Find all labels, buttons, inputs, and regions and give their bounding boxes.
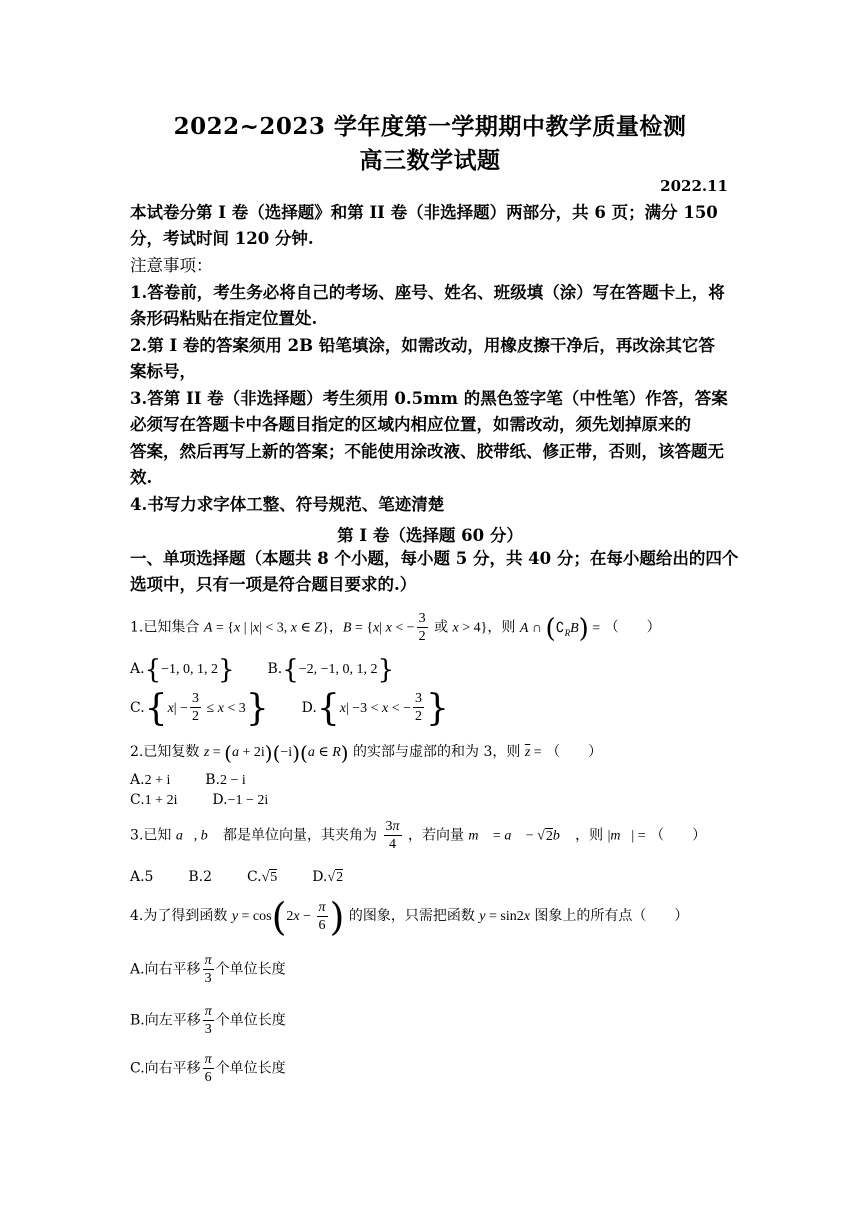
part-heading-line-2: 选项中，只有一项是符合题目要求的.） — [130, 575, 417, 594]
volume-title: 第 I 卷（选择题 60 分） — [337, 526, 523, 545]
notice-3-line-3: 答案，然后再写上新的答案；不能使用涂改液、胶带纸、修正带，否则，该答题无 — [130, 442, 724, 461]
question-2-options-cd — [130, 792, 268, 809]
exam-title: 2022~2023 学年度第一学期期中教学质量检测 — [173, 113, 687, 140]
exam-subtitle: 高三数学试题 — [359, 147, 501, 174]
question-3-stem: 3.已知 a⃗, b⃗ 都是单位向量，其夹角为 $\frac{3\pi}{4}$ ，若向量 m⃗ = a⃗ − √2b⃗ ，则 |m⃗| = （ ） — [130, 819, 707, 852]
notice-title: 注意事项： — [130, 256, 213, 275]
q3-option-b: B.2 — [188, 869, 213, 885]
q2-option-b: B.2 − i — [205, 772, 246, 788]
question-4-stem: 4.为了得到函数 y = cos(2x − $\frac{\pi}{6}$ ) 的图象，只需把函数 y = sin2x 图象上的所有点（ ） — [130, 895, 689, 939]
notice-2-line-1: 2.第 I 卷的答案须用 2B 铅笔填涂，如需改动，用橡皮擦干净后，再改涂其它答 — [130, 336, 715, 355]
q1-option-c: C.{x| − $\frac{3}{2}$ ≤ x < 3} — [130, 687, 269, 729]
question-2-options-ab — [130, 772, 246, 789]
notice-2-line-2: 案标号， — [130, 362, 196, 381]
q4-option-a: A.向右平移 $\frac{\pi}{3}$ 个单位长度 — [130, 953, 286, 986]
question-1-options-ab — [130, 657, 394, 683]
fraction-3-2: $\frac{3}{2}$ — [418, 611, 426, 644]
q3-option-a: A.5 — [130, 869, 154, 885]
notice-1-line-2: 条形码粘贴在指定位置处. — [130, 309, 318, 328]
question-2-stem: 2.已知复数 z = (a + 2i)(−i)(a ∈ R) 的实部与虚部的和为 3，则 $\overline{z}$ = （ ） — [130, 740, 603, 765]
q2-option-d: D.−1 − 2i — [212, 792, 269, 808]
q4-option-c: C.向右平移 $\frac{\pi}{6}$ 个单位长度 — [130, 1052, 286, 1085]
notice-3-line-4: 效. — [130, 468, 153, 487]
q3-option-d: D.√2 — [312, 869, 344, 885]
q2-option-a: A.2 + i — [130, 772, 171, 788]
q4-option-b: B.向左平移 $\frac{\pi}{3}$ 个单位长度 — [130, 1004, 286, 1037]
q1-option-b: B.{−2, −1, 0, 1, 2} — [267, 655, 395, 685]
question-1-options-cd — [130, 687, 449, 729]
q2-option-c: C.1 + 2i — [130, 792, 178, 808]
q1-option-d: D.{x| −3 < x < − $\frac{3}{2}$ } — [301, 687, 449, 729]
intro-line-2: 分，考试时间 120 分钟. — [130, 229, 314, 248]
intro-line-1: 本试卷分第 I 卷（选择题》和第 II 卷（非选择题）两部分，共 6 页；满分 150 — [130, 203, 718, 222]
notice-1-line-1: 1.答卷前，考生务必将自己的考场、座号、姓名、班级填（涂）写在答题卡上，将 — [130, 283, 725, 302]
question-1-stem: 1.已知集合 A = {x | |x| < 3, x ∈ Z}，B = {x| x < − $\frac{3}{2}$ 或 x > 4}，则 A ∩ $(∁_RB)$ = （ ） — [130, 611, 661, 644]
q1-option-a: A.{−1, 0, 1, 2} — [130, 655, 235, 685]
notice-3-line-2: 必须写在答题卡中各题目指定的区域内相应位置，如需改动，须先划掉原来的 — [130, 415, 691, 434]
exam-date: 2022.11 — [660, 177, 728, 195]
part-heading-line-1: 一、单项选择题（本题共 8 个小题，每小题 5 分，共 40 分；在每小题给出的四个 — [130, 549, 739, 568]
notice-4: 4.书写力求字体工整、符号规范、笔迹清楚 — [130, 495, 445, 514]
notice-3-line-1: 3.答第 II 卷（非选择题）考生须用 0.5mm 的黑色签字笔（中性笔）作答，答案 — [130, 389, 728, 408]
question-3-options — [130, 869, 343, 886]
q3-option-c: C.√5 — [246, 869, 278, 885]
